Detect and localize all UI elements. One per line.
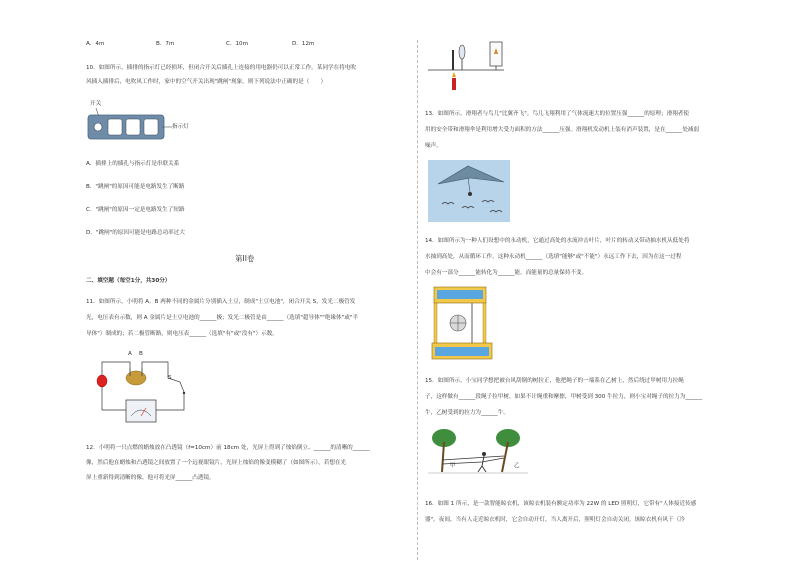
label-switch: 开关 bbox=[90, 101, 102, 107]
q15-line2: 子，这样做有______段绳子拉甲树。如果不计绳重和摩擦，甲树受到 300 牛拉力，则小宝对绳子的拉力为______ bbox=[425, 394, 703, 400]
q10-option-a: A．插排上的插孔与指示灯是串联关系 bbox=[86, 161, 180, 167]
q12-line1: 12．小明将一只点燃的蜡烛放在凸透镜（f=10cm）前 18cm 处，光屏上得到了烛焰倒立、______的清晰的______ bbox=[86, 445, 370, 451]
q13-line1: 13．如图所示，滑翔者与鸟儿"比翼齐飞"。鸟儿飞翔利用了气体流速大的位置压强______的原理；滑翔者使 bbox=[425, 111, 689, 117]
circuit-icon bbox=[86, 348, 196, 428]
q11-line3: 导体"）制成的；若二极管断路，则电压表______（选填"有"或"没有"）示数。 bbox=[86, 331, 278, 337]
q11-line1: 11．如图所示，小明将 A、B 两种不同的金属片分别插入土豆，制成"土豆电池"，闭合开关 S，发光二极管发 bbox=[86, 299, 356, 305]
label-jia: 甲 bbox=[450, 463, 456, 469]
label-a: A bbox=[128, 351, 132, 357]
q10-line1: 10．如图所示，插排的指示灯已经损坏，但闭合开关后插孔上连接的用电器仍可以正常工作。某同学在将电吹 bbox=[86, 65, 357, 71]
q13-line2: 用的安全带和滑翔伞是利用增大受力面积的方法______压强。滑翔机发动机上装有消声装置，是在______处减弱 bbox=[425, 127, 700, 133]
lens-experiment-figure bbox=[424, 38, 506, 92]
q16-line2: 器"。夜间，当有人走近晾衣机时，它会自动开灯，当人离开后，照明灯会自动关闭。该晾衣机有风干（冷 bbox=[425, 517, 685, 523]
potato-circuit-figure bbox=[86, 348, 196, 428]
power-strip-figure bbox=[86, 100, 196, 142]
q14-line1: 14．如图所示为一种人们设想中的永动机，它通过高处的水流冲击叶片，叶片的转动又带动抽水机从低处将 bbox=[425, 238, 690, 244]
power-strip-icon bbox=[86, 100, 196, 142]
q9-option-b: B．7m bbox=[156, 41, 175, 47]
q10-line2: 风插入插排后，电吹风工作时，家中的空气开关出现"跳闸"现象，则下列说法中正确的是（ ） bbox=[86, 79, 327, 85]
section-heading: 二、填空题（每空1分，共30分） bbox=[86, 278, 171, 284]
label-indicator: 指示灯 bbox=[172, 124, 189, 130]
q11-line2: 光，电压表有示数，则 A 金属片是土豆电池的______极；发光二极管是由______（选填"超导体""绝缘体"或"半 bbox=[86, 315, 358, 321]
q14-line2: 水抽到高处，从而循环工作，这种永动机______（选填"能够"或"不能"）永远工作下去，因为在这一过程 bbox=[425, 254, 682, 260]
q15-line3: 牛，乙树受到的拉力为______牛。 bbox=[425, 410, 509, 416]
q12-line2: 像，然后他在蜡烛和凸透镜之间放置了一个远视眼镜片，光屏上烛焰的像变模糊了（如图所示），若想在光 bbox=[86, 460, 347, 466]
perpetual-motion-figure bbox=[428, 285, 498, 361]
tree-rope-icon bbox=[428, 426, 528, 478]
hang-glider-photo bbox=[428, 160, 510, 222]
q9-option-c: C．10m bbox=[226, 41, 249, 47]
label-s: S bbox=[168, 375, 172, 381]
section-title: 第II卷 bbox=[235, 254, 255, 263]
label-b: B bbox=[139, 351, 143, 357]
q9-option-a: A．4m bbox=[86, 41, 105, 47]
label-yi: 乙 bbox=[514, 463, 520, 469]
q14-line3: 中会有一部分______能转化为______能，而能量的总量保持不变。 bbox=[425, 270, 588, 276]
q15-line1: 15．如图所示，小宝同学想把被台风刮倒的树拉正，他把绳子的一端系在乙树上，然后绕过甲树用力拉绳 bbox=[425, 378, 684, 384]
q12-line3: 屏上重新得到清晰的像，他可将光屏______凸透镜。 bbox=[86, 475, 215, 481]
q9-option-d: D．12m bbox=[292, 41, 315, 47]
tree-rope-figure bbox=[428, 426, 528, 478]
q13-line3: 噪声。 bbox=[425, 143, 442, 149]
column-divider bbox=[417, 40, 418, 560]
q16-line1: 16．如图 1 所示，是一款智能晾衣机，该晾衣机装有额定功率为 22W 的 LED 照明灯，它带有"人体接近传感 bbox=[425, 501, 697, 507]
q10-option-b: B．"跳闸"的原因可能是电路发生了断路 bbox=[86, 184, 185, 190]
q10-option-c: C．"跳闸"的原因一定是电路发生了短路 bbox=[86, 207, 185, 213]
q10-option-d: D．"跳闸"的原因可能是电路总功率过大 bbox=[86, 230, 185, 236]
